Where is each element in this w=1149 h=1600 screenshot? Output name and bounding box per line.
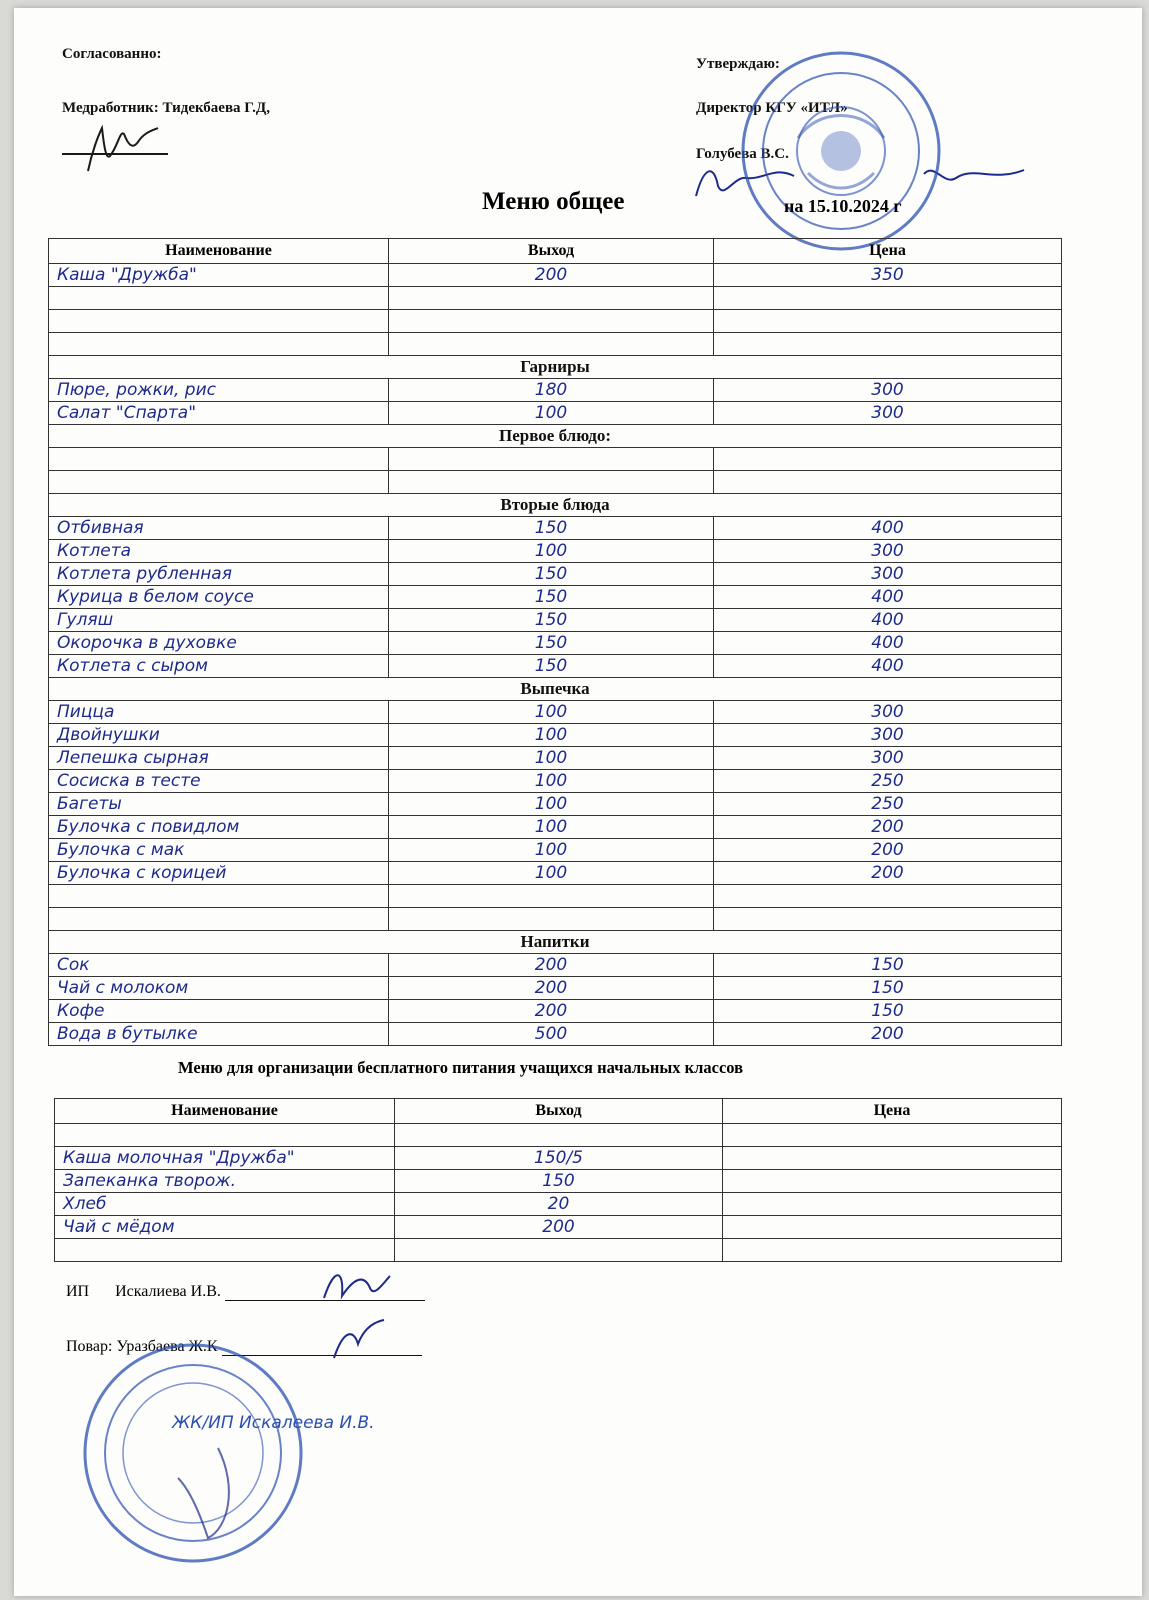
- price-cell: [714, 287, 1062, 310]
- section-row: [49, 425, 1062, 448]
- section-row: [49, 931, 1062, 954]
- table-row: [49, 310, 1062, 333]
- price-cell: 200: [714, 862, 1062, 885]
- price-cell: 300: [714, 402, 1062, 425]
- price-cell: 400: [714, 655, 1062, 678]
- price-cell: [714, 471, 1062, 494]
- output-cell: 100: [389, 540, 714, 563]
- general-menu-header-row: [49, 239, 1062, 264]
- ip-seal: [78, 1338, 308, 1568]
- price-cell: 150: [714, 954, 1062, 977]
- table-row: [49, 954, 1062, 977]
- section-heading: Вторые блюда: [49, 494, 1062, 517]
- price-cell: [714, 885, 1062, 908]
- output-cell: 200: [389, 977, 714, 1000]
- dish-name-cell: Булочка с повидлом: [49, 816, 389, 839]
- table-row: [55, 1216, 1062, 1239]
- section-heading: Напитки: [49, 931, 1062, 954]
- price-cell: [714, 908, 1062, 931]
- table-row: [49, 333, 1062, 356]
- output-cell: 150: [389, 632, 714, 655]
- director-line: Директор КГУ «ИТЛ»: [696, 100, 848, 116]
- column-header-price: Цена: [714, 239, 1062, 264]
- output-cell: 200: [389, 954, 714, 977]
- table-row: [49, 563, 1062, 586]
- column-header-output: Выход: [395, 1099, 723, 1124]
- table-row: [55, 1239, 1062, 1262]
- dish-name-cell: Хлеб: [55, 1193, 395, 1216]
- medworker-line: Медработник: Тидекбаева Г.Д,: [62, 100, 270, 116]
- ip-seal-text: ЖК/ИП Искалеева И.В.: [172, 1413, 375, 1433]
- table-row: [49, 1000, 1062, 1023]
- output-cell: 100: [389, 747, 714, 770]
- output-cell: 100: [389, 816, 714, 839]
- general-menu-table: [48, 238, 1062, 1046]
- output-cell: 100: [389, 770, 714, 793]
- output-cell: 100: [389, 839, 714, 862]
- section-heading: Гарниры: [49, 356, 1062, 379]
- dish-name-cell: Каша молочная "Дружба": [55, 1147, 395, 1170]
- menu-date: на 15.10.2024 г: [784, 196, 902, 216]
- price-cell: [723, 1239, 1062, 1262]
- column-header-name: Наименование: [49, 239, 389, 264]
- price-cell: 200: [714, 816, 1062, 839]
- dish-name-cell: Багеты: [49, 793, 389, 816]
- price-cell: [723, 1147, 1062, 1170]
- price-cell: 150: [714, 977, 1062, 1000]
- output-cell: 150: [389, 609, 714, 632]
- price-cell: [723, 1216, 1062, 1239]
- dish-name-cell: Пицца: [49, 701, 389, 724]
- dish-name-cell: Гуляш: [49, 609, 389, 632]
- output-cell: 150: [389, 563, 714, 586]
- dish-name-cell: Отбивная: [49, 517, 389, 540]
- price-cell: [714, 333, 1062, 356]
- table-row: [49, 402, 1062, 425]
- table-row: [49, 264, 1062, 287]
- section-row: [49, 678, 1062, 701]
- dish-name-cell: Лепешка сырная: [49, 747, 389, 770]
- output-cell: 100: [389, 724, 714, 747]
- price-cell: 200: [714, 1023, 1062, 1046]
- price-cell: 250: [714, 793, 1062, 816]
- price-cell: 300: [714, 724, 1062, 747]
- price-cell: 300: [714, 379, 1062, 402]
- free-meal-header-row: [55, 1099, 1062, 1124]
- dish-name-cell: Курица в белом соусе: [49, 586, 389, 609]
- free-meal-table: [54, 1098, 1062, 1262]
- output-cell: 20: [395, 1193, 723, 1216]
- output-cell: [389, 908, 714, 931]
- dish-name-cell: [49, 310, 389, 333]
- price-cell: 400: [714, 586, 1062, 609]
- table-row: [49, 540, 1062, 563]
- column-header-name: Наименование: [55, 1099, 395, 1124]
- dish-name-cell: Салат "Спарта": [49, 402, 389, 425]
- dish-name-cell: Кофе: [49, 1000, 389, 1023]
- ip-label: ИП: [66, 1283, 90, 1300]
- dish-name-cell: Булочка с корицей: [49, 862, 389, 885]
- table-row: [49, 586, 1062, 609]
- table-row: [49, 793, 1062, 816]
- table-row: [49, 448, 1062, 471]
- dish-name-cell: Пюре, рожки, рис: [49, 379, 389, 402]
- table-row: [55, 1170, 1062, 1193]
- dish-name-cell: Чай с молоком: [49, 977, 389, 1000]
- table-row: [49, 908, 1062, 931]
- output-cell: [389, 885, 714, 908]
- table-row: [49, 517, 1062, 540]
- output-cell: 180: [389, 379, 714, 402]
- output-cell: [389, 448, 714, 471]
- price-cell: 250: [714, 770, 1062, 793]
- table-row: [49, 1023, 1062, 1046]
- price-cell: 300: [714, 747, 1062, 770]
- dish-name-cell: Булочка с мак: [49, 839, 389, 862]
- price-cell: 400: [714, 632, 1062, 655]
- table-row: [49, 471, 1062, 494]
- price-cell: 300: [714, 540, 1062, 563]
- output-cell: 100: [389, 402, 714, 425]
- free-meal-title: Меню для организации бесплатного питания учащихся начальных классов: [178, 1058, 744, 1077]
- price-cell: [723, 1193, 1062, 1216]
- output-cell: 150/5: [395, 1147, 723, 1170]
- table-row: [49, 977, 1062, 1000]
- table-row: [49, 287, 1062, 310]
- dish-name-cell: [49, 333, 389, 356]
- dish-name-cell: Окорочка в духовке: [49, 632, 389, 655]
- price-cell: [714, 448, 1062, 471]
- output-cell: 100: [389, 793, 714, 816]
- output-cell: 100: [389, 701, 714, 724]
- price-cell: 150: [714, 1000, 1062, 1023]
- output-cell: 150: [395, 1170, 723, 1193]
- price-cell: 300: [714, 701, 1062, 724]
- output-cell: [389, 333, 714, 356]
- section-row: [49, 494, 1062, 517]
- column-header-output: Выход: [389, 239, 714, 264]
- price-cell: [723, 1170, 1062, 1193]
- dish-name-cell: Запеканка творож.: [55, 1170, 395, 1193]
- table-row: [49, 770, 1062, 793]
- dish-name-cell: Котлета рубленная: [49, 563, 389, 586]
- table-row: [49, 379, 1062, 402]
- table-row: [49, 724, 1062, 747]
- output-cell: 150: [389, 517, 714, 540]
- dish-name-cell: Сосиска в тесте: [49, 770, 389, 793]
- ip-signature: [314, 1258, 404, 1368]
- dish-name-cell: Каша "Дружба": [49, 264, 389, 287]
- agreed-label: Согласованно:: [62, 46, 162, 62]
- section-heading: Первое блюдо:: [49, 425, 1062, 448]
- output-cell: 150: [389, 586, 714, 609]
- price-cell: 350: [714, 264, 1062, 287]
- table-row: [55, 1147, 1062, 1170]
- dish-name-cell: Вода в бутылке: [49, 1023, 389, 1046]
- dish-name-cell: Сок: [49, 954, 389, 977]
- output-cell: 200: [389, 1000, 714, 1023]
- output-cell: [389, 310, 714, 333]
- table-row: [49, 609, 1062, 632]
- output-cell: 200: [389, 264, 714, 287]
- dish-name-cell: [49, 287, 389, 310]
- document-sheet: [14, 8, 1142, 1596]
- price-cell: 200: [714, 839, 1062, 862]
- dish-name-cell: Чай с мёдом: [55, 1216, 395, 1239]
- table-row: [49, 839, 1062, 862]
- dish-name-cell: [55, 1124, 395, 1147]
- output-cell: [395, 1124, 723, 1147]
- dish-name-cell: Двойнушки: [49, 724, 389, 747]
- section-heading: Выпечка: [49, 678, 1062, 701]
- table-row: [49, 655, 1062, 678]
- school-seal: [738, 48, 944, 254]
- approve-label: Утверждаю:: [696, 56, 780, 72]
- price-cell: [714, 310, 1062, 333]
- output-cell: [389, 471, 714, 494]
- cook-name: Повар: Уразбаева Ж.К: [66, 1338, 218, 1355]
- price-cell: 300: [714, 563, 1062, 586]
- dish-name-cell: [49, 885, 389, 908]
- output-cell: 200: [395, 1216, 723, 1239]
- price-cell: 400: [714, 609, 1062, 632]
- director-name: Голубева В.С.: [696, 146, 789, 162]
- dish-name-cell: [49, 448, 389, 471]
- table-row: [49, 862, 1062, 885]
- dish-name-cell: Котлета с сыром: [49, 655, 389, 678]
- output-cell: 100: [389, 862, 714, 885]
- output-cell: [389, 287, 714, 310]
- dish-name-cell: [49, 908, 389, 931]
- dish-name-cell: [49, 471, 389, 494]
- output-cell: 150: [389, 655, 714, 678]
- table-row: [49, 747, 1062, 770]
- output-cell: [395, 1239, 723, 1262]
- ip-name: Искалиева И.В.: [115, 1283, 221, 1300]
- price-cell: [723, 1124, 1062, 1147]
- page-title: Меню общее: [482, 188, 625, 215]
- table-row: [55, 1193, 1062, 1216]
- output-cell: 500: [389, 1023, 714, 1046]
- section-row: [49, 356, 1062, 379]
- medworker-signature: [58, 116, 178, 176]
- table-row: [49, 885, 1062, 908]
- table-row: [55, 1124, 1062, 1147]
- column-header-price: Цена: [723, 1099, 1062, 1124]
- price-cell: 400: [714, 517, 1062, 540]
- table-row: [49, 701, 1062, 724]
- dish-name-cell: Котлета: [49, 540, 389, 563]
- table-row: [49, 632, 1062, 655]
- table-row: [49, 816, 1062, 839]
